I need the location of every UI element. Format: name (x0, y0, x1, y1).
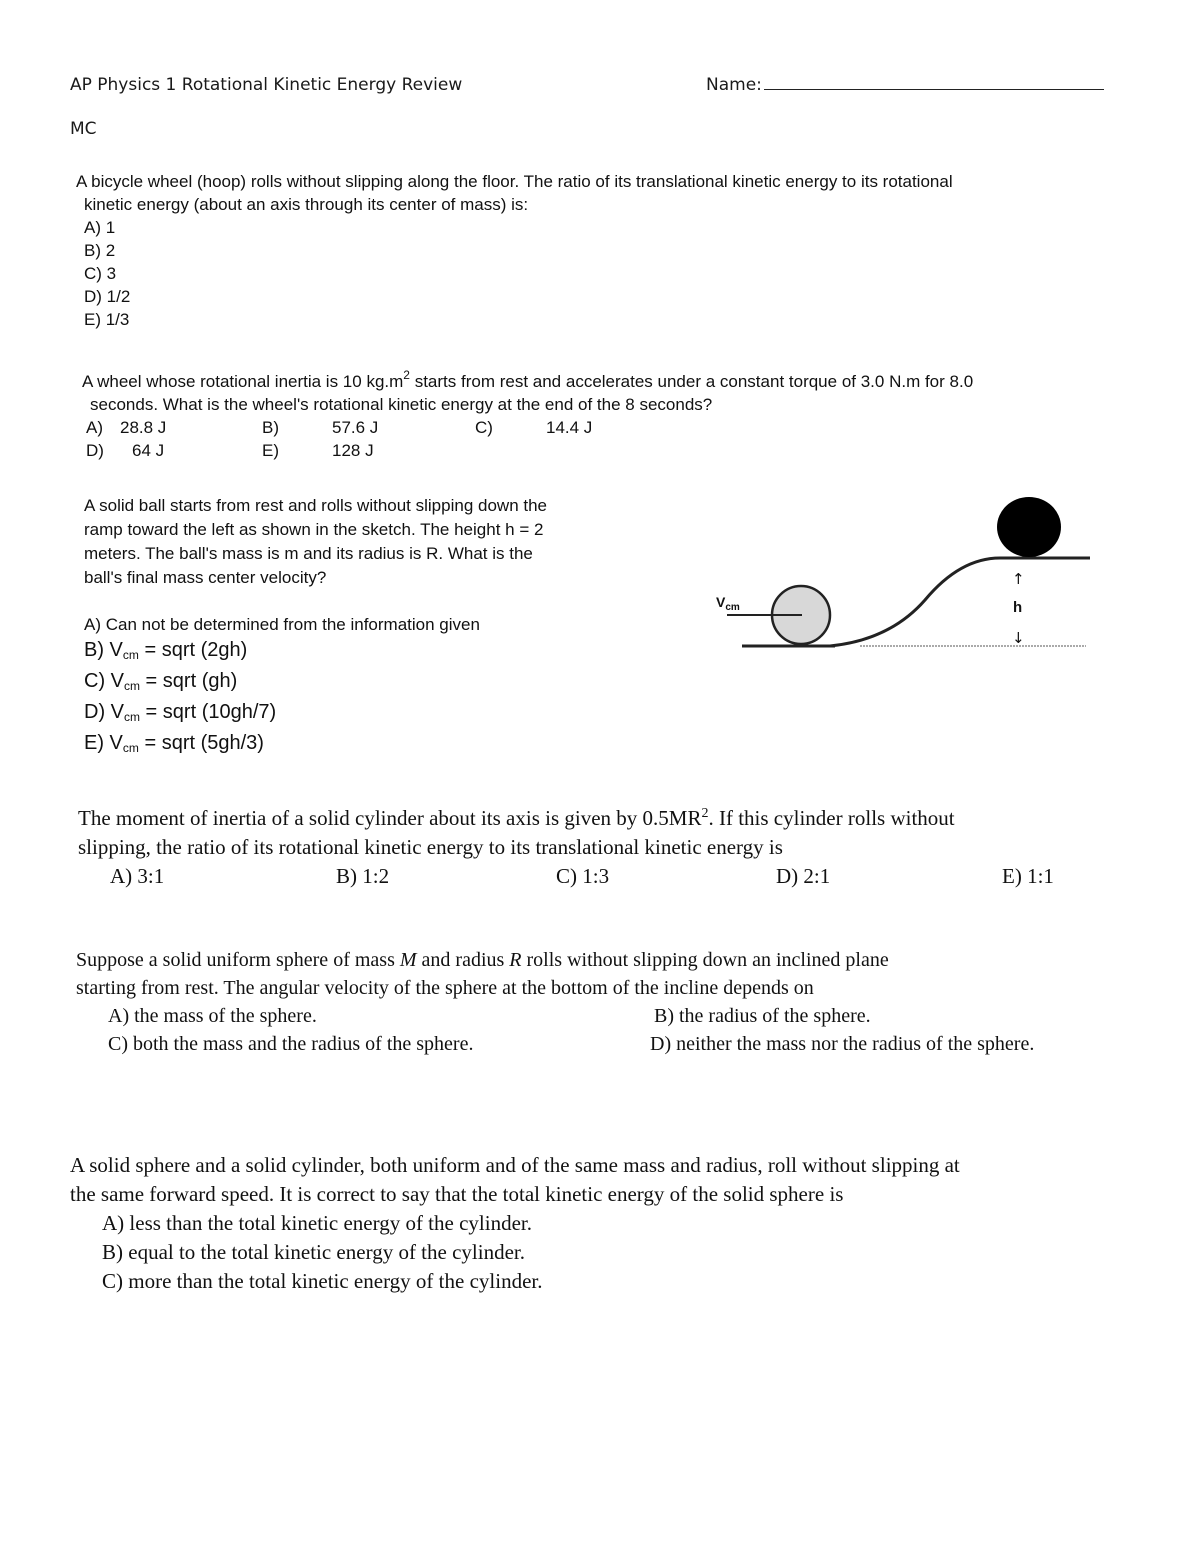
question-6-line-1: A solid sphere and a solid cylinder, both uniform and of the same mass and radius, roll without slipping at (70, 1153, 960, 1177)
question-2-choices-row-2 (82, 439, 1122, 462)
velocity-label: $V_{cm}$ (716, 594, 740, 613)
question-4-choice-c: C) 1:3 (556, 864, 610, 888)
question-1-line-1: A bicycle wheel (hoop) rolls without slipping along the floor. The ratio of its translational kinetic energy to its rotational (76, 172, 953, 191)
question-4-choice-d: D) 2:1 (776, 864, 831, 888)
question-4-choice-b: B) 1:2 (336, 864, 390, 888)
section-label: MC (70, 119, 97, 139)
question-2-choice-e-value: 128 J (332, 441, 374, 460)
question-1-choice-b: B) 2 (84, 241, 116, 260)
question-3-line-4: ball's final mass center velocity? (84, 568, 327, 587)
question-1-line-2: kinetic energy (about an axis through its center of mass) is: (84, 195, 529, 214)
question-5-choice-b: B) the radius of the sphere. (654, 1005, 871, 1027)
question-1-choice-e: E) 1/3 (84, 310, 130, 329)
question-5-line-2: starting from rest. The angular velocity of the sphere at the bottom of the incline depends on (76, 977, 814, 999)
question-6-choice-a: A) less than the total kinetic energy of the cylinder. (102, 1211, 532, 1235)
question-6 (70, 1151, 1160, 1296)
question-2-choice-d-value: 64 J (132, 441, 165, 460)
question-1-choice-d: D) 1/2 (84, 287, 131, 306)
question-4-choices (78, 862, 1138, 891)
question-5-choice-c: C) both the mass and the radius of the sphere. (108, 1033, 474, 1055)
question-3-choice-d: D) $V_{cm}$ = sqrt (10gh/7) (84, 701, 277, 724)
name-label: Name: (706, 75, 762, 95)
question-4-line-1: The moment of inertia of a solid cylinder about its axis is given by $0.5MR^2$. If this cylinder rolls without (78, 806, 955, 830)
document-title: AP Physics 1 Rotational Kinetic Energy Review (70, 75, 463, 95)
question-3-line-1: A solid ball starts from rest and rolls without slipping down the (84, 496, 548, 515)
question-2-choice-b-label: B) (262, 418, 279, 437)
question-3-choice-a: A) Can not be determined from the information given (84, 615, 480, 634)
question-2-choice-d-label: D) (86, 441, 104, 460)
name-field[interactable] (706, 75, 1104, 95)
question-2-choice-e-label: E) (262, 441, 279, 460)
question-4-line-2: slipping, the ratio of its rotational kinetic energy to its translational kinetic energy is (78, 835, 783, 859)
question-1-choice-c: C) 3 (84, 264, 117, 283)
question-2-choice-c-value: 14.4 J (546, 418, 593, 437)
question-2 (82, 364, 1122, 462)
question-2-choices-row-1 (82, 416, 1122, 439)
height-label: h (1013, 599, 1023, 616)
question-3-choice-e: E) $V_{cm}$ = sqrt (5gh/3) (84, 732, 264, 755)
question-5-choices-row-1 (76, 1002, 1156, 1030)
question-2-choice-c-label: C) (475, 418, 493, 437)
question-5 (76, 946, 1156, 1058)
question-4-choice-e: E) 1:1 (1002, 864, 1054, 888)
question-4-choice-a: A) 3:1 (110, 864, 165, 888)
question-4 (78, 799, 1138, 891)
question-2-choice-a-label: A) (86, 418, 103, 437)
ball-at-top (997, 497, 1061, 557)
question-2-line-1: A wheel whose rotational inertia is 10 $kg.m^2$ starts from rest and accelerates under a constant torque of 3.0 N.m for 8.0 (82, 368, 974, 391)
ramp-diagram (700, 490, 1100, 660)
question-3-line-3: meters. The ball's mass is m and its radius is R. What is the (84, 544, 533, 563)
question-5-choice-a: A) the mass of the sphere. (108, 1005, 317, 1027)
question-5-line-1: Suppose a solid uniform sphere of mass M and radius R rolls without slipping down an inclined plane (76, 949, 889, 971)
question-2-choice-a-value: 28.8 J (120, 418, 167, 437)
ramp-curve (830, 558, 1000, 646)
question-5-choices-row-2 (76, 1030, 1156, 1058)
question-3 (84, 494, 547, 761)
question-3-line-2: ramp toward the left as shown in the sketch. The height h = 2 (84, 520, 544, 539)
question-3-choice-b: B) $V_{cm}$ = sqrt (2gh) (84, 639, 248, 662)
name-blank[interactable] (764, 75, 1104, 90)
question-1-choice-a: A) 1 (84, 218, 116, 237)
question-3-choice-c: C) $V_{cm}$ = sqrt (gh) (84, 670, 238, 693)
question-5-choice-d: D) neither the mass nor the radius of the sphere. (650, 1033, 1035, 1055)
question-6-choice-b: B) equal to the total kinetic energy of the cylinder. (102, 1240, 525, 1264)
question-6-line-2: the same forward speed. It is correct to say that the total kinetic energy of the solid sphere is (70, 1182, 844, 1206)
up-arrow-icon: ↑ (1012, 570, 1025, 588)
question-2-choice-b-value: 57.6 J (332, 418, 379, 437)
question-6-choice-c: C) more than the total kinetic energy of the cylinder. (102, 1269, 543, 1293)
down-arrow-icon: ↓ (1012, 629, 1025, 647)
question-1 (76, 170, 953, 331)
question-2-line-2: seconds. What is the wheel's rotational kinetic energy at the end of the 8 seconds? (90, 395, 713, 414)
